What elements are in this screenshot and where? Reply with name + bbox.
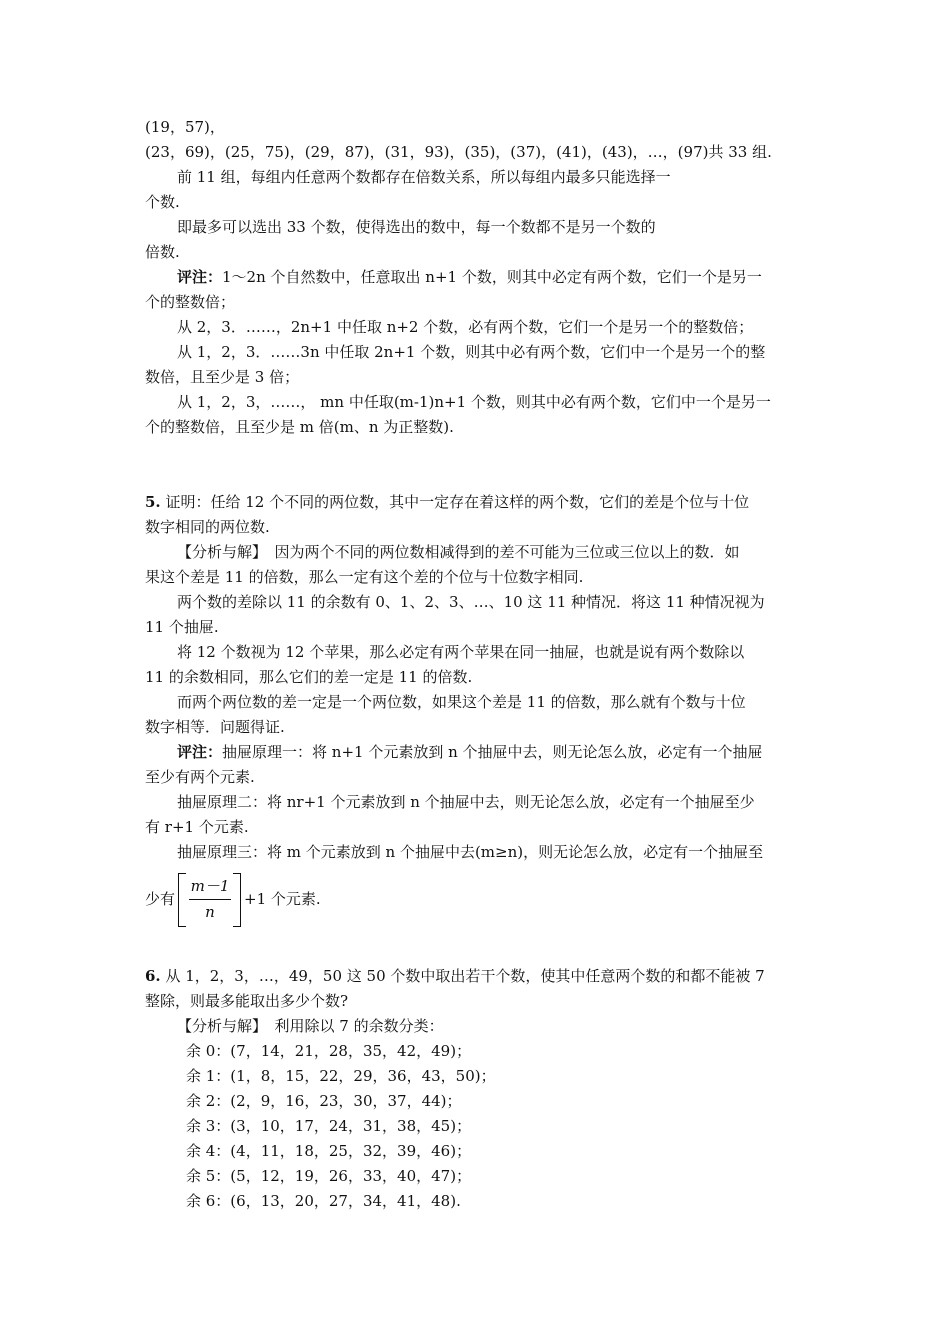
comment-text: 1～2n 个自然数中，任意取出 n+1 个数，则其中必定有两个数，它们一个是另一 xyxy=(222,268,762,286)
text-line: 从 1，2，3，……， mn 中任取(m-1)n+1 个数，则其中必有两个数，它们中一个是另一 xyxy=(177,393,771,411)
text-line: 少有 xyxy=(145,890,176,908)
text-line: (23，69)，(25，75)，(29，87)，(31，93)，(35)，(37)，(41)，(43)，…，(97)共 33 组. xyxy=(145,143,772,161)
text-line: 从 1，2，3．……3n 中任取 2n+1 个数，则其中必有两个数，它们中一个是另一个的整 xyxy=(177,343,766,361)
text-line: 前 11 组，每组内任意两个数都存在倍数关系，所以每组内最多只能选择一 xyxy=(177,168,671,186)
text-line: +1 个元素. xyxy=(244,890,321,908)
text-line: 从 2，3．……，2n+1 中任取 n+2 个数，必有两个数，它们一个是另一个的整数倍； xyxy=(177,318,754,336)
list-item: 余 4：(4，11，18，25，32，39，46)； xyxy=(186,1142,472,1160)
comment-line xyxy=(177,742,763,762)
text-line: 即最多可以选出 33 个数，使得选出的数中，每一个数都不是另一个数的 xyxy=(177,218,656,236)
comment-line xyxy=(177,267,762,287)
question-text: 证明：任给 12 个不同的两位数，其中一定存在着这样的两个数，它们的差是个位与十位 xyxy=(160,493,750,511)
text-line: 个的整数倍，且至少是 m 倍(m、n 为正整数). xyxy=(145,418,454,436)
problem-number: 6. xyxy=(145,967,161,985)
analysis-line: 【分析与解】 因为两个不同的两位数相减得到的差不可能为三位或三位以上的数．如 xyxy=(177,543,740,561)
text-line: 抽屉原理二：将 nr+1 个元素放到 n 个抽屉中去，则无论怎么放，必定有一个抽屉至少 xyxy=(177,793,755,811)
text-line: 个数. xyxy=(145,193,180,211)
text-line: 数倍，且至少是 3 倍； xyxy=(145,368,300,386)
text-line: 11 个抽屉. xyxy=(145,618,219,636)
text-line: 果这个差是 11 的倍数，那么一定有这个差的个位与十位数字相同. xyxy=(145,568,584,586)
analysis-line: 【分析与解】 利用除以 7 的余数分类： xyxy=(177,1017,444,1035)
fraction-bar xyxy=(189,899,231,900)
list-item: 余 3：(3，10，17，24，31，38，45)； xyxy=(186,1117,472,1135)
fraction-numerator: m－1 xyxy=(190,877,230,895)
text-line: 数字相等．问题得证. xyxy=(145,718,285,736)
text-line: 抽屉原理三：将 m 个元素放到 n 个抽屉中去(m≥n)，则无论怎么放，必定有一个抽屉至 xyxy=(177,843,764,861)
problem-number: 5. xyxy=(145,493,161,511)
text-line: 将 12 个数视为 12 个苹果，那么必定有两个苹果在同一抽屉，也就是说有两个数除以 xyxy=(177,643,745,661)
list-item: 余 5：(5，12，19，26，33，40，47)； xyxy=(186,1167,472,1185)
list-item: 余 1：(1，8，15，22，29，36，43，50)； xyxy=(186,1067,496,1085)
left-bracket xyxy=(178,873,186,927)
text-line: 至少有两个元素. xyxy=(145,768,255,786)
comment-text: 抽屉原理一：将 n+1 个元素放到 n 个抽屉中去，则无论怎么放，必定有一个抽屉 xyxy=(222,743,763,761)
text-line: 倍数. xyxy=(145,243,180,261)
problem-6-question xyxy=(145,966,765,986)
comment-label: 评注： xyxy=(177,268,223,286)
comment-label: 评注： xyxy=(177,743,223,761)
text-line: 有 r+1 个元素. xyxy=(145,818,249,836)
list-item: 余 0：(7，14，21，28，35，42，49)； xyxy=(186,1042,472,1060)
right-bracket xyxy=(233,873,241,927)
text-line: 而两个两位数的差一定是一个两位数，如果这个差是 11 的倍数，那么就有个数与十位 xyxy=(177,693,746,711)
text-line: 11 的余数相同，那么它们的差一定是 11 的倍数. xyxy=(145,668,473,686)
text-line: (19，57)， xyxy=(145,118,225,136)
problem-5-question xyxy=(145,492,749,512)
list-item: 余 2：(2，9，16，23，30，37，44)； xyxy=(186,1092,462,1110)
text-line: 数字相同的两位数. xyxy=(145,518,270,536)
fraction-denominator: n xyxy=(205,903,215,921)
text-line: 整除，则最多能取出多少个数? xyxy=(145,992,349,1010)
list-item: 余 6：(6，13，20，27，34，41，48). xyxy=(186,1192,461,1210)
text-line: 个的整数倍； xyxy=(145,293,236,311)
text-line: 两个数的差除以 11 的余数有 0、1、2、3、…、10 这 11 种情况．将这 11 种情况视为 xyxy=(177,593,765,611)
question-text: 从 1，2，3，…，49，50 这 50 个数中取出若干个数，使其中任意两个数的和都不能被 7 xyxy=(160,967,765,985)
